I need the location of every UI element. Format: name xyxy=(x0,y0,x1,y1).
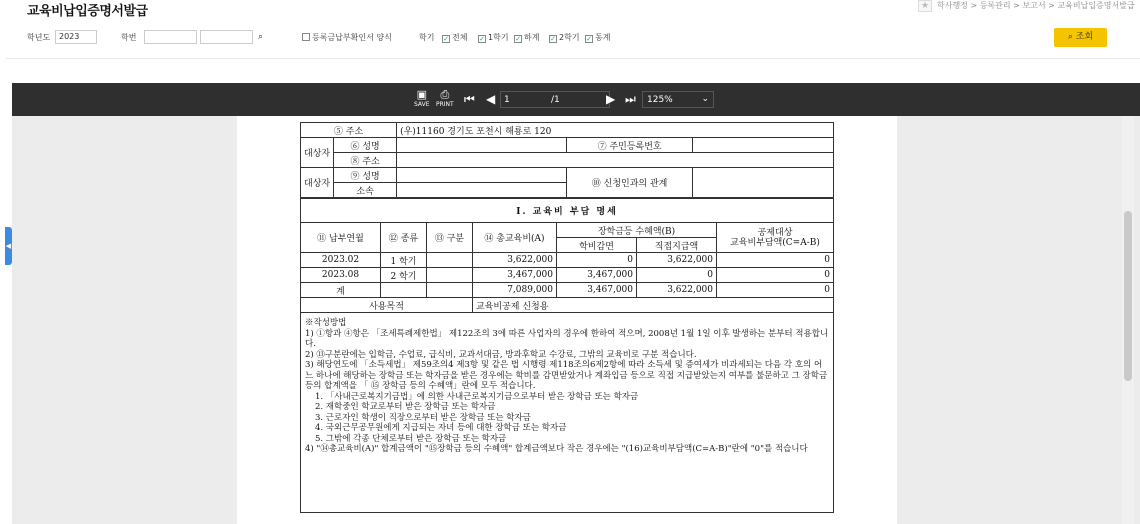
name-label: ⑥ 성명 xyxy=(334,138,397,153)
semester-summer-checkbox[interactable]: ✓ 하계 xyxy=(515,33,540,43)
row-month: 2023.08 xyxy=(301,268,381,283)
certificate-option-checkbox[interactable] xyxy=(302,32,392,43)
col-scholarship: 장학금등 수혜액(B) xyxy=(557,223,717,238)
note-line: 1) ①항과 ④항은 「조세특례제한법」 제122조의 3에 따른 사업자의 경우에 한하여 적으며, 2008년 1월 1일 이후 발생하는 분부터 적용합니다. xyxy=(305,328,829,349)
previous-page-icon[interactable]: ◀ xyxy=(486,92,496,106)
target2-label: 대상자 xyxy=(301,168,334,198)
semester-label: 학기 xyxy=(419,33,435,42)
col-deductible-sub: 교육비부담액(C=A-B) xyxy=(730,237,820,248)
section-title: Ⅰ. 교육비 부담 명세 xyxy=(301,199,834,223)
row-total: 7,089,000 xyxy=(473,283,557,298)
save-button[interactable] xyxy=(414,89,430,108)
semester-winter-label: 동계 xyxy=(595,33,611,42)
row-reduction: 3,467,000 xyxy=(557,268,637,283)
education-cost-table xyxy=(300,198,834,313)
last-page-icon[interactable]: ⏭ xyxy=(625,92,636,106)
certificate-option-label: 등록금납부확인서 양식 xyxy=(312,33,392,42)
row-direct: 3,622,000 xyxy=(637,253,717,268)
col-deductible-label: 공제대상 xyxy=(757,227,793,238)
resident-id-label: ⑦ 주민등록번호 xyxy=(567,138,693,153)
note-line: 3. 근로자인 학생이 직장으로부터 받은 장학금 또는 학자금 xyxy=(315,412,531,423)
relation-value xyxy=(693,168,834,198)
save-label: SAVE xyxy=(414,101,430,108)
zoom-select[interactable] xyxy=(642,91,714,108)
col-category: ⑬ 구분 xyxy=(427,223,473,253)
breadcrumb: 학사행정 > 등록관리 > 보고서 > 교육비납입증명서발급 xyxy=(937,1,1135,10)
address-label: ⑤ 주소 xyxy=(301,123,397,138)
note-line: 5. 그밖에 각종 단체로부터 받은 장학금 또는 학자금 xyxy=(315,433,507,444)
row-total: 3,622,000 xyxy=(473,253,557,268)
student-id-input[interactable] xyxy=(144,30,197,44)
col-tuition-reduction: 학비감면 xyxy=(557,238,637,253)
address2-label: ⑧ 주소 xyxy=(334,153,397,168)
vertical-scrollbar[interactable] xyxy=(1122,116,1134,524)
relation-label: ⑩ 신청인과의 관계 xyxy=(567,168,693,198)
semester-2-checkbox[interactable]: ✓ 2학기 xyxy=(550,33,580,43)
certificate-form xyxy=(300,122,834,513)
printer-icon: ⎙ xyxy=(440,88,450,101)
year-input[interactable]: 2023 xyxy=(55,30,97,44)
col-type: ⑫ 종류 xyxy=(381,223,427,253)
table-row xyxy=(301,268,834,283)
semester-1-checkbox[interactable]: ✓ 1학기 xyxy=(479,33,509,43)
table-row-total xyxy=(301,283,834,298)
scrollbar-thumb[interactable] xyxy=(1124,211,1132,381)
row-net: 0 xyxy=(717,283,834,298)
row-month: 2023.02 xyxy=(301,253,381,268)
zoom-value: 125% xyxy=(647,95,673,105)
table-row xyxy=(301,253,834,268)
semester-summer-label: 하계 xyxy=(524,33,540,42)
row-type: 1 학기 xyxy=(381,253,427,268)
resident-id-value xyxy=(693,138,834,153)
note-line: 4. 국외근무공무원에게 지급되는 자녀 등에 대한 장학금 또는 학자금 xyxy=(315,423,567,433)
row-type: 2 학기 xyxy=(381,268,427,283)
row-net: 0 xyxy=(717,268,834,283)
row-month: 계 xyxy=(301,283,381,298)
note-line: 1. 「사내근로복지기금법」에 의한 사내근로복지기금으로부터 받은 장학금 또는 학자금 xyxy=(315,391,639,402)
instructions-notes xyxy=(300,313,834,513)
row-category xyxy=(427,283,473,298)
affiliation-value xyxy=(397,183,567,198)
favorite-star-icon[interactable]: ★ xyxy=(918,0,932,12)
student-id-label: 학번 xyxy=(121,33,137,42)
semester-winter-checkbox[interactable]: ✓ 동계 xyxy=(586,33,611,43)
col-deductible xyxy=(717,223,834,253)
page-input[interactable] xyxy=(500,91,610,108)
first-page-icon[interactable]: ⏮ xyxy=(464,92,475,106)
row-net: 0 xyxy=(717,253,834,268)
page-total: /1 xyxy=(551,95,560,105)
note-line: 4) "⑭총교육비(A)" 합계금액이 "⑮장학금 등의 수혜액" 합계금액보다 작은 경우에는 "(16)교육비부담액(C=A-B)"란에 "0"를 적습니다 xyxy=(305,444,808,454)
affiliation-label: 소속 xyxy=(334,183,397,198)
purpose-value: 교육비공제 신청용 xyxy=(473,298,834,313)
filter-bar xyxy=(0,28,1140,50)
search-icon[interactable]: ⌕ xyxy=(258,32,264,42)
row-total: 3,467,000 xyxy=(473,268,557,283)
note-line: 3) 해당연도에 「소득세법」 제59조의4 제3항 및 같은 법 시행령 제118조의6제2항에 따라 소득세 및 증여세가 비과세되는 다음 각 호의 어느 하나에 해당하는 장학금 또는 학자금을 받은 경우에는 학비를 감면받았거나 계좌입금 등으로 직접 지급받았는지 여부를 불문하고 그 장학금 등의 합계액을 「 ⑮ 장학금 등의 수혜액」란에 모두 적습니다. xyxy=(305,360,828,391)
divider xyxy=(6,58,1140,59)
print-button[interactable] xyxy=(436,89,454,108)
semester-all-label: 전체 xyxy=(452,33,468,42)
col-total: ⑭ 총교육비(A) xyxy=(473,223,557,253)
print-label: PRINT xyxy=(436,101,454,108)
name2-label: ⑨ 성명 xyxy=(334,168,397,183)
chevron-down-icon: ⌄ xyxy=(701,94,709,104)
col-direct-payment: 직접지급액 xyxy=(637,238,717,253)
row-reduction: 3,467,000 xyxy=(557,283,637,298)
note-line: 2. 재학중인 학교로부터 받은 장학금 또는 학자금 xyxy=(315,402,496,412)
applicant-table xyxy=(300,122,834,198)
row-reduction: 0 xyxy=(557,253,637,268)
name-value xyxy=(397,138,567,153)
row-category xyxy=(427,253,473,268)
semester-2-label: 2학기 xyxy=(559,33,580,42)
semester-1-label: 1학기 xyxy=(488,33,509,42)
note-line: ※작성방법 xyxy=(305,318,347,328)
row-direct: 0 xyxy=(637,268,717,283)
save-icon: ▣ xyxy=(416,88,427,101)
report-viewer xyxy=(12,83,1140,524)
year-label: 학년도 xyxy=(27,33,51,42)
address2-value xyxy=(397,153,834,168)
note-line: 2) ⑬구분란에는 입학금, 수업료, 급식비, 교과서대금, 방과후학교 수강료, 그밖의 교육비로 구분 적습니다. xyxy=(305,349,697,360)
search-button-label: 조회 xyxy=(1075,32,1094,42)
purpose-label: 사용목적 xyxy=(301,298,473,313)
name2-value xyxy=(397,168,567,183)
row-direct: 3,622,000 xyxy=(637,283,717,298)
next-page-icon[interactable]: ▶ xyxy=(606,92,616,106)
search-button[interactable]: ⌕ 조회 xyxy=(1054,28,1107,47)
page-current: 1 xyxy=(504,95,510,105)
row-type xyxy=(381,283,427,298)
row-category xyxy=(427,268,473,283)
report-page xyxy=(237,116,897,524)
viewer-toolbar xyxy=(12,83,1140,116)
side-panel-toggle-icon[interactable]: ◀ xyxy=(5,227,12,265)
page-title: 교육비납입증명서발급 xyxy=(27,4,148,19)
student-name-input[interactable] xyxy=(200,30,253,44)
target-label: 대상자 xyxy=(301,138,334,168)
semester-all-checkbox[interactable]: ✓ 전체 xyxy=(443,33,468,43)
top-bar xyxy=(0,0,1140,20)
col-paid-month: ⑪ 납부연월 xyxy=(301,223,381,253)
address-value: (우)11160 경기도 포천시 해룡로 120 xyxy=(397,123,834,138)
